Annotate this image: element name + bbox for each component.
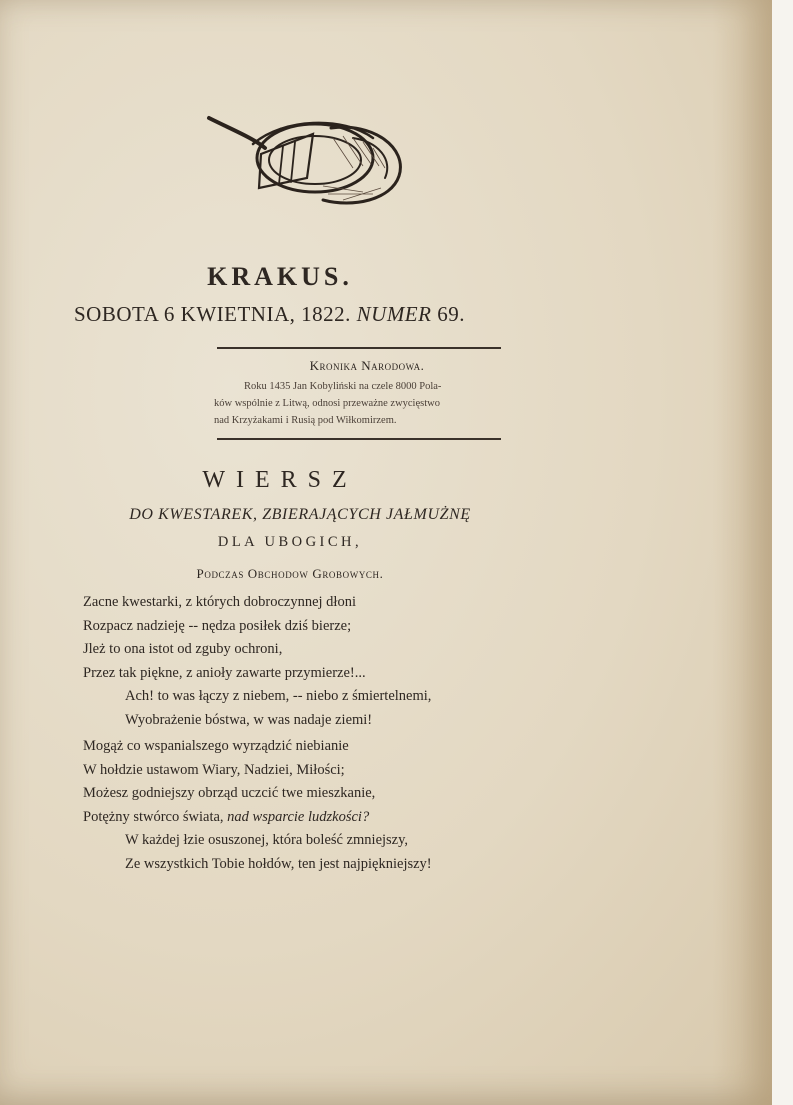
newspaper-title: KRAKUS. (207, 262, 353, 291)
kronika-heading: Kronika Narodowa. (309, 358, 425, 373)
poem-line: Wyobrażenie bóstwa, w was nadaje ziemi! (125, 711, 373, 728)
poem-line: Jleż to ona istot od zguby ochroni, (83, 641, 283, 657)
poem-line (83, 806, 432, 830)
poem-subtitle: DO KWESTAREK, ZBIERAJĄCYCH JAŁMUŻNĘ (129, 506, 471, 523)
poem-title: WIERSZ (202, 467, 358, 493)
poem-line: Przez tak piękne, z anioły zawarte przymierze!... (83, 664, 366, 681)
page-edge (772, 0, 793, 1105)
poem-line: Ze wszystkich Tobie hołdów, ten jest najpiękniejszy! (125, 855, 432, 872)
poem-line: W każdej łzie osuszonej, która boleść zmniejszy, (125, 832, 409, 848)
poem-line: Zacne kwestarki, z których dobroczynnej dłoni (83, 594, 356, 610)
poem-line: Ach! to was łączy z niebem, -- niebo z śmiertelnemi, (125, 688, 432, 704)
horn-icon (203, 108, 408, 212)
date-text: SOBOTA 6 KWIETNIA, (74, 302, 296, 326)
year-text: 1822. (301, 302, 351, 326)
divider-rule-bottom (217, 438, 501, 440)
kronika-line: nad Krzyżakami i Rusią pod Wiłkomirzem. (214, 415, 397, 426)
poem-line: Możesz godniejszy obrząd uczcić twe mieszkanie, (83, 785, 376, 801)
poem-line-part: Potężny stwórco świata, (83, 808, 224, 825)
kronika-line: Roku 1435 Jan Kobyliński na czele 8000 Pola- (244, 381, 442, 392)
poem-subtitle: DLA UBOGICH, (217, 534, 363, 550)
poem-line-italic: nad wsparcie ludzkości? (227, 808, 370, 825)
poem-stanza-1 (83, 591, 431, 732)
kronika-line: ków wspólnie z Litwą, odnosi przeważne zwycięstwo (214, 398, 440, 409)
divider-rule-top (217, 347, 501, 349)
poem-stanza-2 (83, 735, 432, 876)
dateline (74, 302, 544, 327)
issue-number: 69. (437, 302, 465, 326)
poem-line: W hołdzie ustawom Wiary, Nadziei, Miłości; (83, 761, 345, 778)
poem-line: Rozpacz nadzieję -- nędza posiłek dziś bierze; (83, 617, 352, 634)
kronika-body (214, 378, 532, 429)
poem-subtitle: Podczas Obchodow Grobowych. (196, 566, 384, 581)
numer-label: NUMER (356, 302, 432, 326)
poem-line: Mogąż co wspanialszego wyrządzić niebianie (83, 738, 349, 754)
